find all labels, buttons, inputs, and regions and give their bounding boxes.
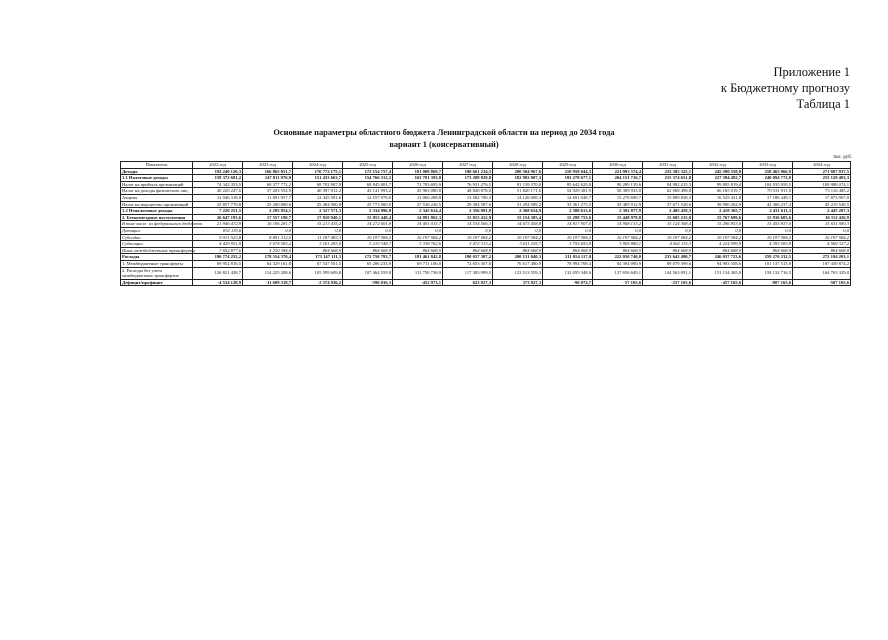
- row-value: 14 968 133,2: [593, 221, 643, 228]
- table-row: [121, 208, 851, 215]
- row-value: 227 394 492,7: [693, 175, 743, 182]
- row-value: 51 820 171,6: [493, 188, 543, 195]
- table-row: [121, 201, 851, 208]
- row-value: 144 563 091,1: [643, 267, 693, 279]
- document-title: [0, 127, 888, 150]
- row-value: 864 668,9: [693, 247, 743, 254]
- row-value: 65 286 233,9: [343, 260, 393, 267]
- row-label: Дефицит/профицит: [121, 279, 193, 286]
- row-value: 76 617 480,9: [493, 260, 543, 267]
- row-value: 70 531 911,0: [743, 188, 793, 195]
- row-label: 2. Безвозмездные поступления: [121, 214, 193, 221]
- row-value: 29 384 587,0: [443, 201, 493, 208]
- row-value: 272 194 203,1: [793, 254, 851, 261]
- row-value: 258 463 066,9: [743, 168, 793, 175]
- row-value: 240 094 772,0: [743, 175, 793, 182]
- row-value: 192 240 126,3: [193, 168, 243, 175]
- row-value: 181 008 869,7: [393, 168, 443, 175]
- row-value: 15 124 368,4: [643, 221, 693, 228]
- row-value: 864 668,9: [393, 247, 443, 254]
- row-value: 864 668,9: [293, 247, 343, 254]
- row-value: 12 445 581,6: [293, 194, 343, 201]
- row-value: 14 881 862,3: [393, 214, 443, 221]
- table-row: [121, 221, 851, 228]
- table-row: [121, 247, 851, 254]
- row-value: 2 445 207,3: [793, 208, 851, 215]
- row-value: 15 767 699,6: [693, 214, 743, 221]
- row-label: В том числе: из федерального бюджета: [122, 221, 202, 227]
- row-value: 76 931 276,5: [443, 181, 493, 188]
- row-value: 69 711 106,0: [393, 260, 443, 267]
- row-value: 173 147 111,3: [293, 254, 343, 261]
- row-value: 2 327 571,3: [293, 208, 343, 215]
- row-value: 37 671 528,0: [643, 201, 693, 208]
- row-value: 2 345 614,4: [393, 208, 443, 215]
- row-value: 166 865 051,7: [243, 168, 293, 175]
- row-value: 147 011 976,9: [243, 175, 293, 182]
- row-value: 15 278 690,7: [593, 194, 643, 201]
- row-label: 2. Расходы без учета межбюджетных трансфертов: [121, 267, 193, 279]
- row-value: 35 485 912,9: [593, 201, 643, 208]
- row-value: 221 993 574,4: [593, 168, 643, 175]
- title-line-1: Основные параметры областного бюджета Ленинградской области на период до 2034 года: [273, 128, 615, 137]
- row-value: 68 377 772,2: [243, 181, 293, 188]
- row-value: 2 356 991,8: [443, 208, 493, 215]
- row-value: 10 197 584,2: [643, 234, 693, 241]
- row-value: 78 994 768,4: [543, 260, 593, 267]
- header-year: 2030 год: [593, 162, 643, 169]
- row-value: 15 213 435,2: [293, 221, 343, 228]
- row-value: 864 668,9: [343, 247, 393, 254]
- row-value: 2 392 877,9: [593, 208, 643, 215]
- row-value: -807 165,6: [743, 279, 793, 286]
- row-value: 2 295 854,1: [243, 208, 293, 215]
- row-value: 271 687 037,5: [793, 168, 851, 175]
- table-row: [121, 254, 851, 261]
- row-value: 99 895 819,4: [693, 181, 743, 188]
- row-value: -457 165,6: [693, 279, 743, 286]
- row-value: 25 484 900,0: [293, 201, 343, 208]
- row-label: Налог на прибыль организаций: [121, 181, 193, 188]
- row-value: 4 569 327,2: [793, 241, 851, 248]
- row-value: 190 037 307,2: [443, 254, 493, 261]
- row-value: 14 691 048,7: [543, 194, 593, 201]
- row-value: 7 220 251,5: [193, 208, 243, 215]
- row-value: -596 036,3: [343, 279, 393, 286]
- row-value: 204 151 716,7: [593, 175, 643, 182]
- row-value: 15 936 683,6: [743, 214, 793, 221]
- row-value: 2 405 458,3: [643, 208, 693, 215]
- row-value: 13 060 288,8: [393, 194, 443, 201]
- row-value: 832 119,6: [193, 227, 243, 234]
- row-value: 190 661 234,5: [443, 168, 493, 175]
- row-value: 72 653 307,6: [443, 260, 493, 267]
- row-value: 64 329 161,8: [243, 260, 293, 267]
- budget-table: [120, 161, 851, 286]
- row-value: 16 525 431,8: [693, 194, 743, 201]
- table-row: [121, 181, 851, 188]
- row-value: 10 197 584,2: [693, 234, 743, 241]
- row-value: 25 857 770,8: [193, 201, 243, 208]
- row-value: 0,0: [393, 227, 443, 234]
- row-value: 21 946 472,9: [193, 221, 243, 228]
- row-value: 94 982 215,3: [643, 181, 693, 188]
- row-value: 2 431 611,3: [743, 208, 793, 215]
- row-value: 170 772 175,1: [293, 168, 343, 175]
- row-label: Доходы: [121, 168, 193, 175]
- header-year: 2025 год: [343, 162, 393, 169]
- row-value: 2 418 365,7: [693, 208, 743, 215]
- row-value: 158 372 681,2: [193, 175, 243, 182]
- header-year: 2029 год: [543, 162, 593, 169]
- row-value: -507 165,6: [793, 279, 851, 286]
- row-value: 2 368 654,9: [493, 208, 543, 215]
- row-value: -452 973,1: [393, 279, 443, 286]
- row-label: Дотации: [121, 227, 193, 234]
- row-value: 16 196 281,7: [243, 221, 293, 228]
- row-label: Иные межбюджетные трансферты: [122, 247, 196, 253]
- row-label: 1. Межбюджетные трансферты: [121, 260, 193, 267]
- row-value: 74 342 353,5: [193, 181, 243, 188]
- row-value: 172 750 793,7: [343, 254, 393, 261]
- row-value: 33 361 275,5: [543, 201, 593, 208]
- table-header-row: [121, 162, 851, 169]
- appendix-line-3: Таблица 1: [796, 97, 850, 111]
- row-value: 864 668,9: [793, 247, 851, 254]
- row-value: 13 582 700,3: [443, 194, 493, 201]
- row-value: 4 230 384,0: [243, 247, 293, 254]
- header-year: 2031 год: [643, 162, 693, 169]
- header-year: 2032 год: [693, 162, 743, 169]
- row-value: 42 366 237,4: [743, 201, 793, 208]
- row-value: 623 927,3: [443, 279, 493, 286]
- row-value: 40 397 012,2: [293, 188, 343, 195]
- row-value: 10 197 584,2: [743, 234, 793, 241]
- row-value: 0,0: [793, 227, 851, 234]
- row-label: Акцизы: [121, 194, 193, 201]
- row-value: 94 903 358,6: [693, 260, 743, 267]
- row-value: 10 197 584,2: [493, 234, 543, 241]
- row-value: 15 298 753,6: [543, 214, 593, 221]
- appendix-caption: [721, 64, 850, 112]
- row-value: 0,0: [743, 227, 793, 234]
- row-value: 15 889 838,3: [643, 194, 693, 201]
- row-value: 9 031 523,8: [193, 234, 243, 241]
- row-value: 14 272 601,8: [343, 221, 393, 228]
- row-value: 151 433 663,7: [293, 175, 343, 182]
- row-value: 10 197 584,2: [793, 234, 851, 241]
- header-year: 2033 год: [743, 162, 793, 169]
- table-body: [121, 168, 851, 286]
- row-value: 123 513 559,3: [493, 267, 543, 279]
- row-value: 66 165 019,7: [693, 188, 743, 195]
- row-value: 10 197 584,2: [443, 234, 493, 241]
- row-value: 3 338 762,6: [393, 241, 443, 248]
- row-value: 3 472 313,2: [443, 241, 493, 248]
- row-value: 27 536 240,5: [393, 201, 443, 208]
- row-value: 12 557 970,0: [343, 194, 393, 201]
- row-value: 117 383 999,5: [443, 267, 493, 279]
- row-value: 15 448 979,8: [593, 214, 643, 221]
- table-row: [121, 227, 851, 234]
- row-value: 864 668,9: [743, 247, 793, 254]
- row-value: 0,0: [693, 227, 743, 234]
- row-value: 178 554 370,4: [243, 254, 293, 261]
- row-value: 39 990 262,9: [693, 201, 743, 208]
- row-value: 14 534 566,3: [443, 221, 493, 228]
- row-value: 4 393 583,9: [743, 241, 793, 248]
- row-value: 15 053 448,4: [343, 214, 393, 221]
- row-value: 864 668,9: [593, 247, 643, 254]
- row-value: -57 165,6: [593, 279, 643, 286]
- table-row: [121, 241, 851, 248]
- row-value: 10 197 584,2: [593, 234, 643, 241]
- header-year: 2024 год: [293, 162, 343, 169]
- row-value: 31 294 589,2: [493, 201, 543, 208]
- units-label: тыс. руб.: [833, 155, 852, 160]
- row-value: 864 668,9: [643, 247, 693, 254]
- row-value: 25 200 000,0: [243, 201, 293, 208]
- row-value: 68 845 801,7: [343, 181, 393, 188]
- row-value: 0,0: [643, 227, 693, 234]
- row-label: 1.2 Неналоговые доходы: [121, 208, 193, 215]
- row-value: -257 165,6: [643, 279, 693, 286]
- row-value: 0,0: [543, 227, 593, 234]
- row-value: 211 054 117,0: [543, 254, 593, 261]
- row-value: -2 374 936,2: [293, 279, 343, 286]
- row-value: 193 278 677,1: [543, 175, 593, 182]
- row-value: 14 126 008,3: [493, 194, 543, 201]
- row-value: 259 270 232,5: [743, 254, 793, 261]
- row-value: 48 840 878,0: [443, 188, 493, 195]
- header-year: 2022 год: [193, 162, 243, 169]
- row-value: 2 334 996,8: [343, 208, 393, 215]
- row-value: 0,0: [593, 227, 643, 234]
- row-value: 4 062 115,3: [643, 241, 693, 248]
- row-value: 69 952 816,5: [193, 260, 243, 267]
- row-value: 163 781 393,0: [393, 175, 443, 182]
- row-value: 114 225 208,6: [243, 267, 293, 279]
- row-value: 37 203 554,9: [243, 188, 293, 195]
- row-value: 45 219 548,5: [793, 201, 851, 208]
- table-row: [121, 194, 851, 201]
- row-value: 8 891 312,5: [243, 234, 293, 241]
- row-value: 45 963 080,8: [393, 188, 443, 195]
- row-value: 10 197 584,2: [343, 234, 393, 241]
- row-value: 11 187 483,3: [293, 234, 343, 241]
- row-value: 15 605 215,0: [643, 214, 693, 221]
- row-value: 84 394 090,9: [593, 260, 643, 267]
- appendix-line-1: Приложение 1: [773, 65, 850, 79]
- row-value: 154 766 312,2: [343, 175, 393, 182]
- table-row: [121, 267, 851, 279]
- row-value: 101 137 515,9: [743, 260, 793, 267]
- row-value: 196 774 255,2: [193, 254, 243, 261]
- row-value: 17 873 907,0: [793, 194, 851, 201]
- row-value: 26 647 193,6: [193, 214, 243, 221]
- row-value: 7 652 877,6: [193, 247, 243, 254]
- row-value: 109 988 074,1: [793, 181, 851, 188]
- row-value: 210 958 044,3: [543, 168, 593, 175]
- row-value: 89 079 399,6: [643, 260, 693, 267]
- row-value: 245 580 558,0: [693, 168, 743, 175]
- row-value: 15 631 580,3: [793, 221, 851, 228]
- row-value: 246 037 723,6: [693, 254, 743, 261]
- row-value: 54 929 381,9: [543, 188, 593, 195]
- row-value: 200 504 967,6: [493, 168, 543, 175]
- table-row: [121, 214, 851, 221]
- row-value: 43 141 993,2: [343, 188, 393, 195]
- row-value: 17 010 940,1: [293, 214, 343, 221]
- row-label: Расходы: [121, 254, 193, 261]
- row-value: 864 668,9: [443, 247, 493, 254]
- row-value: 864 668,9: [543, 247, 593, 254]
- row-value: 151 134 365,0: [693, 267, 743, 279]
- row-value: 200 131 040,3: [493, 254, 543, 261]
- table-row: [121, 175, 851, 182]
- header-indicator: Показатель: [121, 162, 193, 169]
- row-label: Налог на имущество организаций: [121, 201, 193, 208]
- row-value: 233 642 490,7: [643, 254, 693, 261]
- row-value: 0,0: [443, 227, 493, 234]
- row-value: 12 946 318,0: [193, 194, 243, 201]
- row-value: 164 763 329,0: [793, 267, 851, 279]
- row-value: 10 197 584,2: [543, 234, 593, 241]
- row-label: Субвенции: [121, 241, 193, 248]
- row-value: 40 220 247,6: [193, 188, 243, 195]
- row-value: 0,0: [493, 227, 543, 234]
- row-value: 0,0: [343, 227, 393, 234]
- row-label: Налог на доходы физических лиц: [121, 188, 193, 195]
- row-value: 0,0: [293, 227, 343, 234]
- row-value: 173 288 829,8: [443, 175, 493, 182]
- row-value: 4 429 951,9: [193, 241, 243, 248]
- header-year: 2028 год: [493, 162, 543, 169]
- row-value: 75 116 485,2: [793, 188, 851, 195]
- row-value: 3 210 348,7: [343, 241, 393, 248]
- table-row: [121, 234, 851, 241]
- row-value: 111 750 736,9: [393, 267, 443, 279]
- row-value: 15 286 853,0: [693, 221, 743, 228]
- row-value: 68 702 907,9: [293, 181, 343, 188]
- row-value: 181 461 842,8: [393, 254, 443, 261]
- row-value: 3 161 283,0: [293, 241, 343, 248]
- appendix-line-2: к Бюджетному прогнозу: [720, 81, 850, 95]
- row-value: 11 891 957,7: [243, 194, 293, 201]
- table-row: [121, 188, 851, 195]
- row-value: 15 455 837,0: [743, 221, 793, 228]
- table-row: [121, 279, 851, 286]
- row-value: 10 197 584,2: [393, 234, 443, 241]
- row-value: 17 557 190,7: [243, 214, 293, 221]
- row-value: 126 821 438,7: [193, 267, 243, 279]
- row-value: 105 599 609,8: [293, 267, 343, 279]
- row-value: 62 068 498,8: [643, 188, 693, 195]
- row-value: 132 059 348,6: [543, 267, 593, 279]
- row-label: 1.1 Налоговые доходы: [121, 175, 193, 182]
- row-value: 253 129 403,3: [793, 175, 851, 182]
- row-value: 107 464 559,8: [343, 267, 393, 279]
- table-row: [121, 168, 851, 175]
- row-value: -4 534 128,9: [193, 279, 243, 286]
- row-value: 85 642 625,0: [543, 181, 593, 188]
- row-value: 25 773 000,0: [343, 201, 393, 208]
- row-value: -11 689 318,7: [243, 279, 293, 286]
- header-year: 2034 год: [793, 162, 851, 169]
- row-value: 0,0: [243, 227, 293, 234]
- row-value: 17 186 449,1: [743, 194, 793, 201]
- row-value: 72 783 695,9: [393, 181, 443, 188]
- header-year: 2026 год: [393, 162, 443, 169]
- row-value: 90 289 139,6: [593, 181, 643, 188]
- row-value: 233 385 325,1: [643, 168, 693, 175]
- row-value: 104 935 950,5: [743, 181, 793, 188]
- row-value: 14 673 458,8: [493, 221, 543, 228]
- row-value: 3 905 880,1: [593, 241, 643, 248]
- row-value: 3 755 653,9: [543, 241, 593, 248]
- row-value: 16 112 426,9: [793, 214, 851, 221]
- row-value: 137 656 649,1: [593, 267, 643, 279]
- row-value: 158 132 716,5: [743, 267, 793, 279]
- row-value: 864 668,9: [493, 247, 543, 254]
- table-row: [121, 260, 851, 267]
- row-value: -96 072,7: [543, 279, 593, 286]
- row-value: 14 401 015,7: [393, 221, 443, 228]
- row-label: Субсидии: [121, 234, 193, 241]
- row-value: 373 927,3: [493, 279, 543, 286]
- row-value: 81 139 370,0: [493, 181, 543, 188]
- row-value: 58 389 933,0: [593, 188, 643, 195]
- row-value: 3 611 205,7: [493, 241, 543, 248]
- header-year: 2027 год: [443, 162, 493, 169]
- row-value: 3 074 583,2: [243, 241, 293, 248]
- row-value: 107 430 874,2: [793, 260, 851, 267]
- row-value: 14 817 907,0: [543, 221, 593, 228]
- header-year: 2023 год: [243, 162, 293, 169]
- title-line-2: вариант 1 (консервативный): [389, 139, 499, 149]
- row-value: 67 547 501,5: [293, 260, 343, 267]
- row-value: 15 154 305,4: [493, 214, 543, 221]
- row-value: 215 374 651,8: [643, 175, 693, 182]
- row-value: 172 154 757,4: [343, 168, 393, 175]
- row-value: 222 050 740,0: [593, 254, 643, 261]
- row-value: 4 224 599,9: [693, 241, 743, 248]
- row-value: 15 015 412,9: [443, 214, 493, 221]
- row-value: 2 380 613,6: [543, 208, 593, 215]
- row-value: 182 982 007,3: [493, 175, 543, 182]
